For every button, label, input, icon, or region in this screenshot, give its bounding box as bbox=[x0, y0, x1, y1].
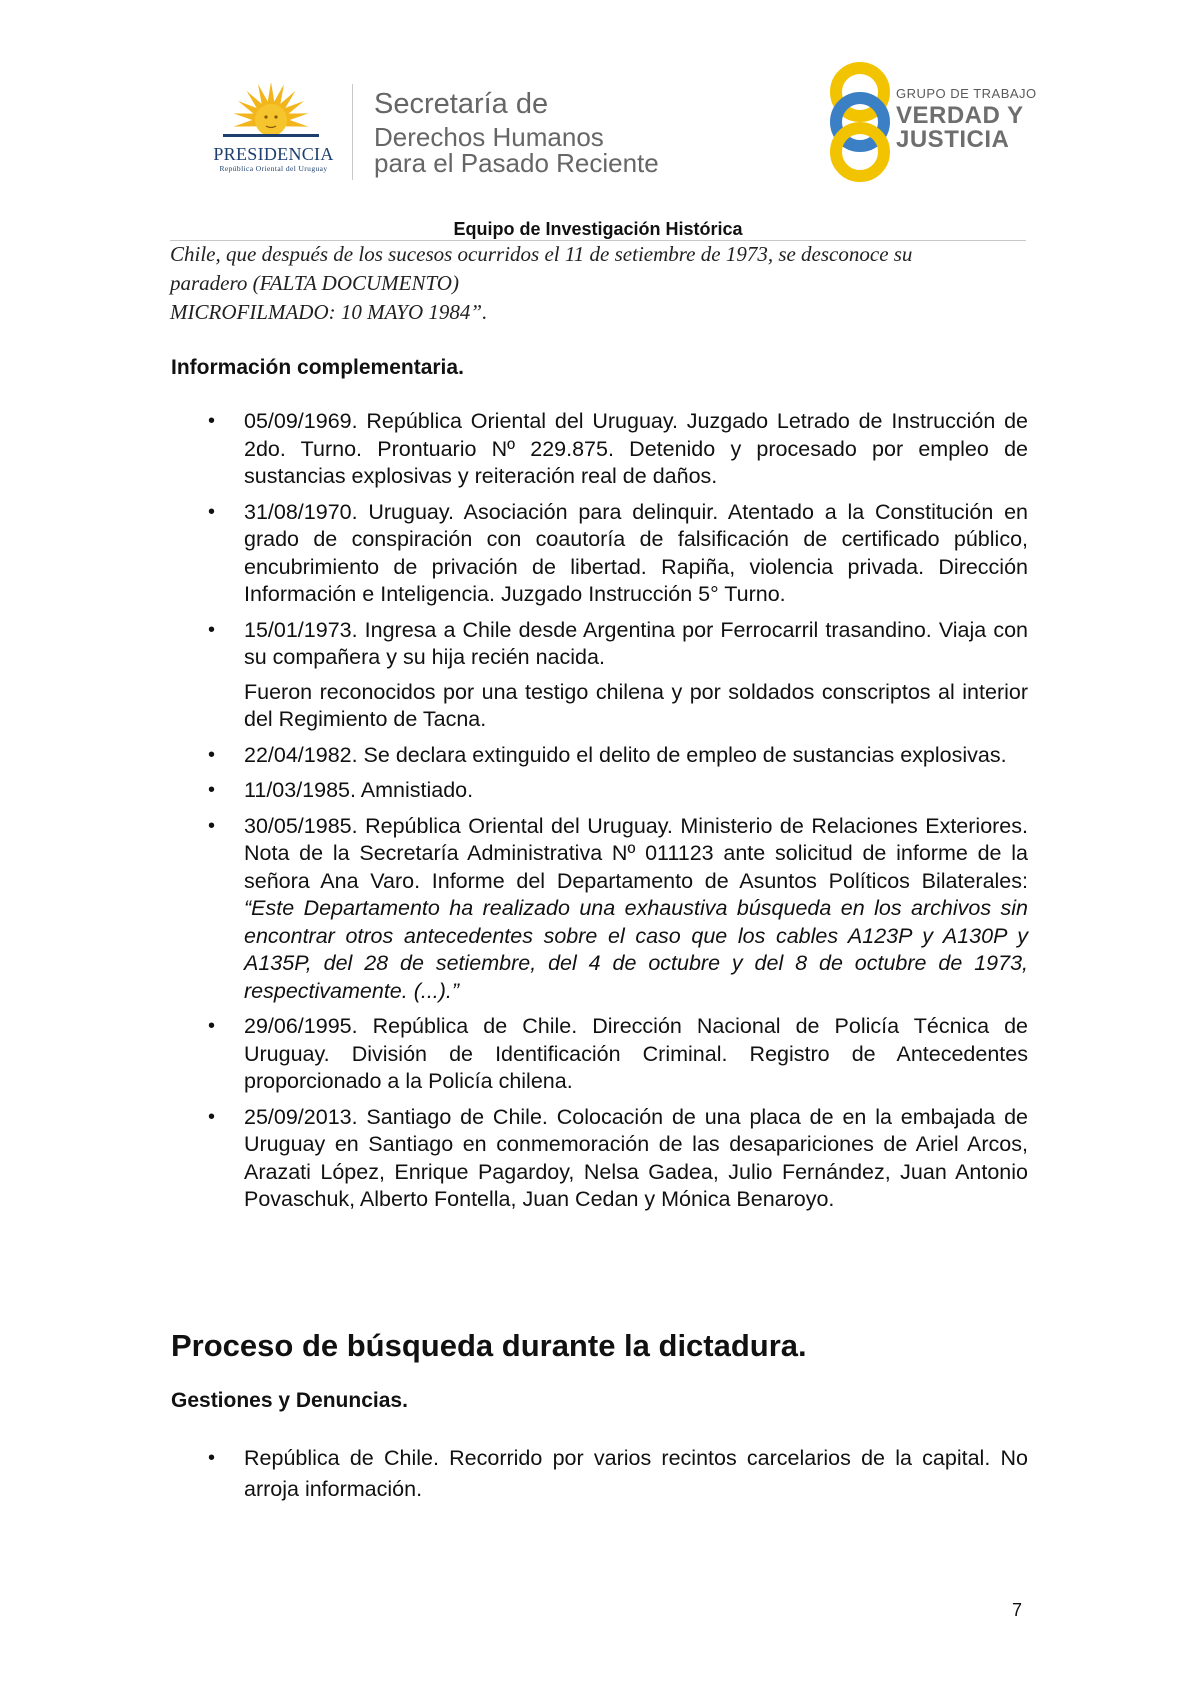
list-item-text: 25/09/2013. Santiago de Chile. Colocación de una placa de en la embajada de Uruguay en Santiago en conmemoración de las desapariciones de Ariel Arcos, Arazati López, Enrique Pagardoy, Nelsa Gadea, Julio Fernández, Juan Antonio Povaschuk, Alberto Fontella, Juan Cedan y Mónica Benaroyo. bbox=[244, 1104, 1028, 1211]
secretaria-line-3: para el Pasado Reciente bbox=[374, 148, 659, 178]
secretaria-line-1: Secretaría de bbox=[374, 88, 549, 120]
list-item-text: 22/04/1982. Se declara extinguido el delito de empleo de sustancias explosivas. bbox=[244, 742, 1007, 767]
gt-label-line-2: VERDAD Y bbox=[896, 102, 1024, 129]
list-item-text: 05/09/1969. República Oriental del Uruguay. Juzgado Letrado de Instrucción de 2do. Turno. Prontuario Nº 229.875. Detenido y procesado por empleo de sustancias explosivas y reiteración real de daños. bbox=[244, 409, 1028, 488]
gt-label-line-3: JUSTICIA bbox=[896, 126, 1010, 153]
info-list bbox=[208, 408, 1028, 1222]
presidencia-label: PRESIDENCIA bbox=[213, 144, 334, 164]
team-heading: Equipo de Investigación Histórica bbox=[453, 219, 743, 239]
quote-line-3: MICROFILMADO: 10 MAYO 1984”. bbox=[170, 300, 488, 324]
gestiones-list bbox=[208, 1443, 1028, 1505]
subsection-heading-gestiones: Gestiones y Denuncias. bbox=[171, 1389, 408, 1412]
list-item bbox=[208, 617, 1028, 734]
list-item-text: 31/08/1970. Uruguay. Asociación para delinquir. Atentado a la Constitución en grado de conspiración con coautoría de falsificación de certificado público, encubrimiento de privación de libertad. Rapiña, violencia privada. Dirección Información e Inteligencia. Juzgado Instrucción 5° Turno. bbox=[244, 499, 1028, 606]
list-item bbox=[208, 1443, 1028, 1505]
list-item bbox=[208, 1104, 1028, 1214]
gt-label-line-1: GRUPO DE TRABAJO bbox=[896, 86, 1037, 101]
page-number: 7 bbox=[1012, 1600, 1023, 1620]
list-item bbox=[208, 499, 1028, 609]
list-item-text: República de Chile. Recorrido por varios recintos carcelarios de la capital. No arroja información. bbox=[244, 1446, 1028, 1501]
logo-divider bbox=[352, 84, 353, 180]
list-item-text: 29/06/1995. República de Chile. Dirección Nacional de Policía Técnica de Uruguay. División de Identificación Criminal. Registro de Antecedentes proporcionado a la Policía chilena. bbox=[244, 1014, 1028, 1093]
list-item-text: 15/01/1973. Ingresa a Chile desde Argentina por Ferrocarril trasandino. Viaja con su compañera y su hija recién nacida. bbox=[244, 617, 1028, 669]
presidencia-subtitle: República Oriental del Uruguay bbox=[219, 164, 328, 173]
section-heading-proceso: Proceso de búsqueda durante la dictadura. bbox=[171, 1328, 807, 1363]
list-item bbox=[208, 742, 1028, 770]
section-heading-info: Información complementaria. bbox=[171, 356, 464, 379]
list-item-text: 11/03/1985. Amnistiado. bbox=[244, 778, 474, 802]
list-item bbox=[208, 1013, 1028, 1096]
quote-line-1: Chile, que después de los sucesos ocurridos el 11 de setiembre de 1973, se desconoce su bbox=[170, 242, 913, 266]
list-item-text-2: Fueron reconocidos por una testigo chilena y por soldados conscriptos al interior del Regimiento de Tacna. bbox=[244, 679, 1028, 731]
quote-block bbox=[170, 240, 1030, 327]
secretaria-line-2: Derechos Humanos bbox=[374, 122, 604, 152]
list-item bbox=[208, 813, 1028, 1006]
quote-line-2: paradero (FALTA DOCUMENTO) bbox=[170, 271, 459, 295]
list-item-text: 30/05/1985. República Oriental del Uruguay. Ministerio de Relaciones Exteriores. Nota de la Secretaría Administrativa Nº 011123 ante solicitud de informe de la señora Ana Varo. Informe del Departamento de Asuntos Políticos Bilaterales: bbox=[244, 813, 1028, 893]
list-item bbox=[208, 777, 1028, 805]
list-item-italic-quote: “Este Departamento ha realizado una exhaustiva búsqueda en los archivos sin encontrar otros antecedentes sobre el caso que los cables A123P y A130P y A135P, del 28 de setiembre, del 4 de octubre y del 8 de octubre de 1973, respectivamente. (...).” bbox=[244, 896, 1028, 1003]
list-item bbox=[208, 408, 1028, 491]
